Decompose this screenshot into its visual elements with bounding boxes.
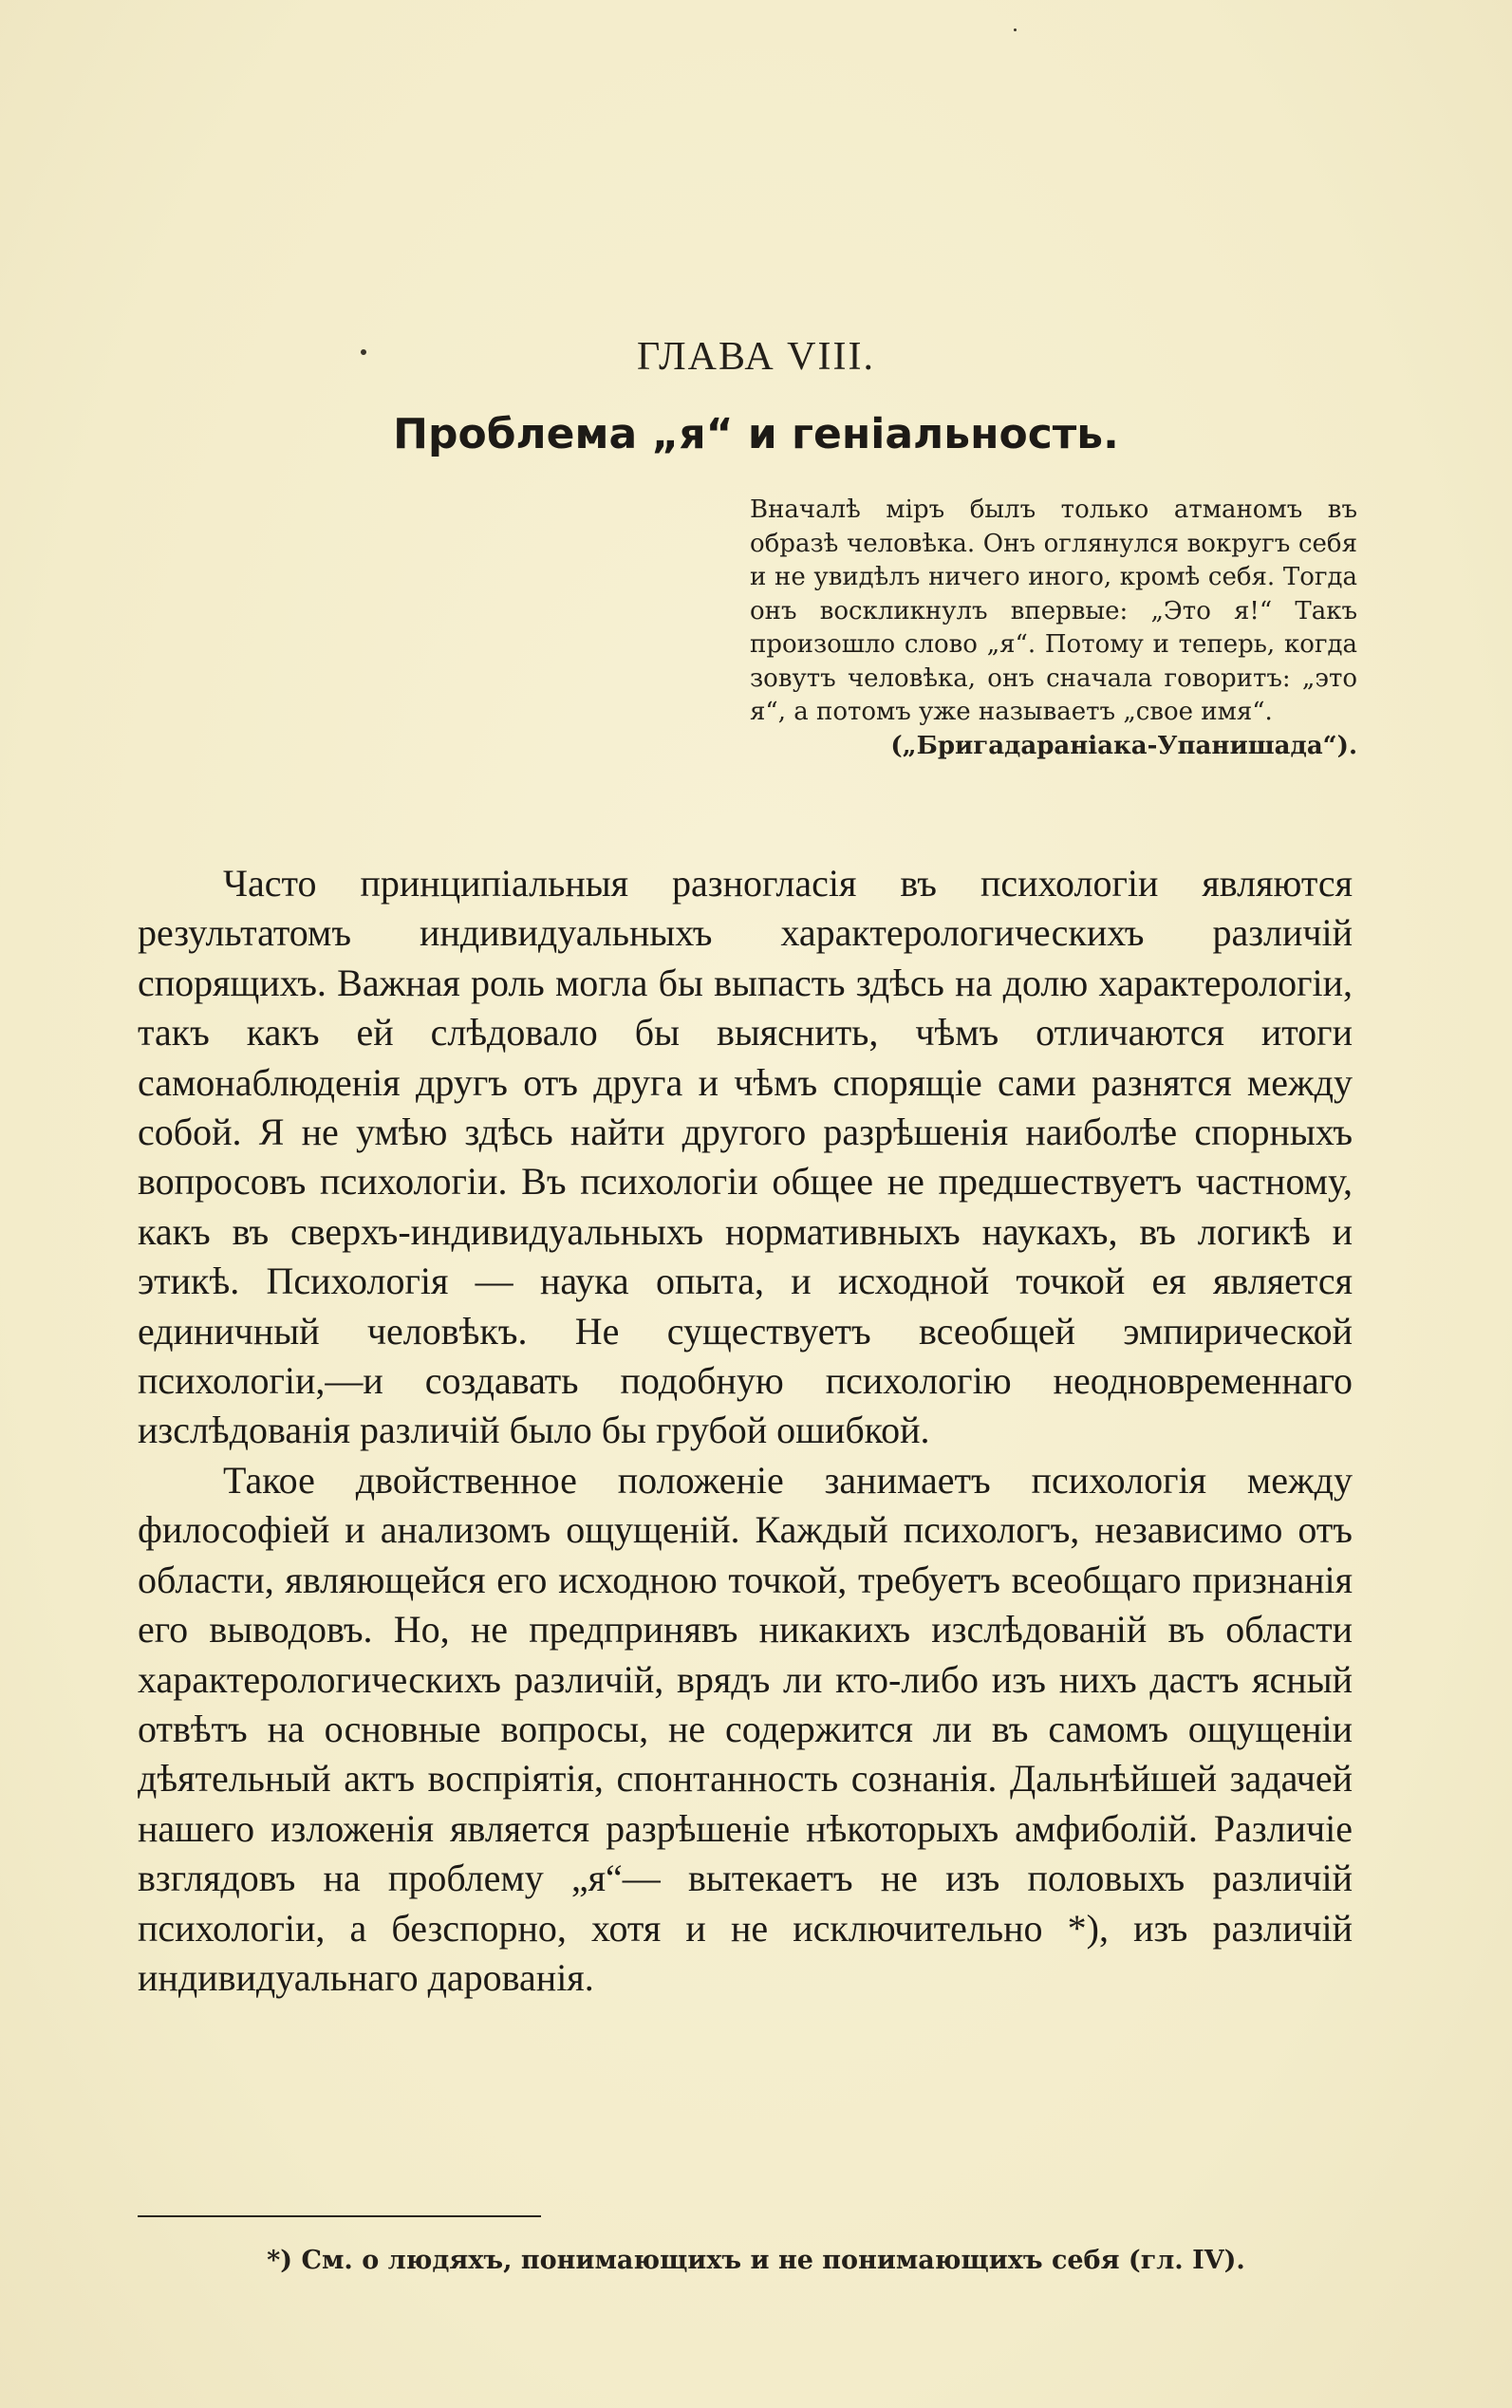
chapter-title: Проблема „я“ и геніальность. <box>393 410 1119 458</box>
epigraph-source: („Бригадараніака-Упанишада“). <box>890 731 1357 760</box>
footnote: *) См. о людяхъ, понимающихъ и не понимающихъ себя (гл. IV). <box>267 2246 1245 2275</box>
epigraph <box>750 494 1357 763</box>
paragraph: Часто принципіальныя разногласія въ психологіи являются результатомъ индивидуальныхъ характерологическихъ различій спорящихъ. Важная роль могла бы выпасть здѣсь на долю характерологіи, такъ какъ ей слѣдовало бы выяснить, чѣмъ отличаются итоги самонаблюденія другъ отъ друга и чѣмъ спорящіе сами разнятся между собой. Я не умѣю здѣсь найти другого разрѣшенія наиболѣе спорныхъ вопросовъ психологіи. Въ психологіи общее не предшествуетъ частному, какъ въ сверхъ-индивидуальныхъ нормативныхъ наукахъ, въ логикѣ и этикѣ. Психологія — наука опыта, и исходной точкой ея является единичный человѣкъ. Не существуетъ всеобщей эмпирической психологіи,—и создавать подобную психологію неодновременнаго изслѣдованія различій было бы грубой ошибкой. <box>138 862 1353 1452</box>
print-speck <box>1014 28 1017 31</box>
epigraph-text: Вначалѣ міръ былъ только атманомъ въ образѣ человѣка. Онъ оглянулся вокругъ себя и не увидѣлъ ничего иного, кромѣ себя. Тогда онъ воскликнулъ впервые: „Это я!“ Такъ произошло слово „я“. Потому и теперь, когда зовутъ человѣка, онъ сначала говоритъ: „это я“, а потомъ уже называетъ „свое имя“. <box>750 495 1357 726</box>
footnote-separator <box>138 2215 541 2217</box>
chapter-heading: ГЛАВА VIII. <box>637 335 875 379</box>
paragraph: Такое двойственное положеніе занимаетъ психологія между философіей и анализомъ ощущеній. Каждый психологъ, независимо отъ области, являющейся его исходною точкой, требуетъ всеобщаго признанія его выводовъ. Но, не предпринявъ никакихъ изслѣдованій въ области характерологическихъ различій, врядъ ли кто-либо изъ нихъ дастъ ясный отвѣтъ на основные вопросы, не содержится ли въ самомъ ощущеніи дѣятельный актъ воспріятія, спонтанность сознанія. Дальнѣйшей задачей нашего изложенія является разрѣшеніе нѣкоторыхъ амфиболій. Различіе взглядовъ на проблему „я“— вытекаетъ не изъ половыхъ различій психологіи, а безспорно, хотя и не исключительно *), изъ различій индивидуальнаго дарованія. <box>138 1458 1353 1999</box>
main-text <box>138 859 1353 2003</box>
